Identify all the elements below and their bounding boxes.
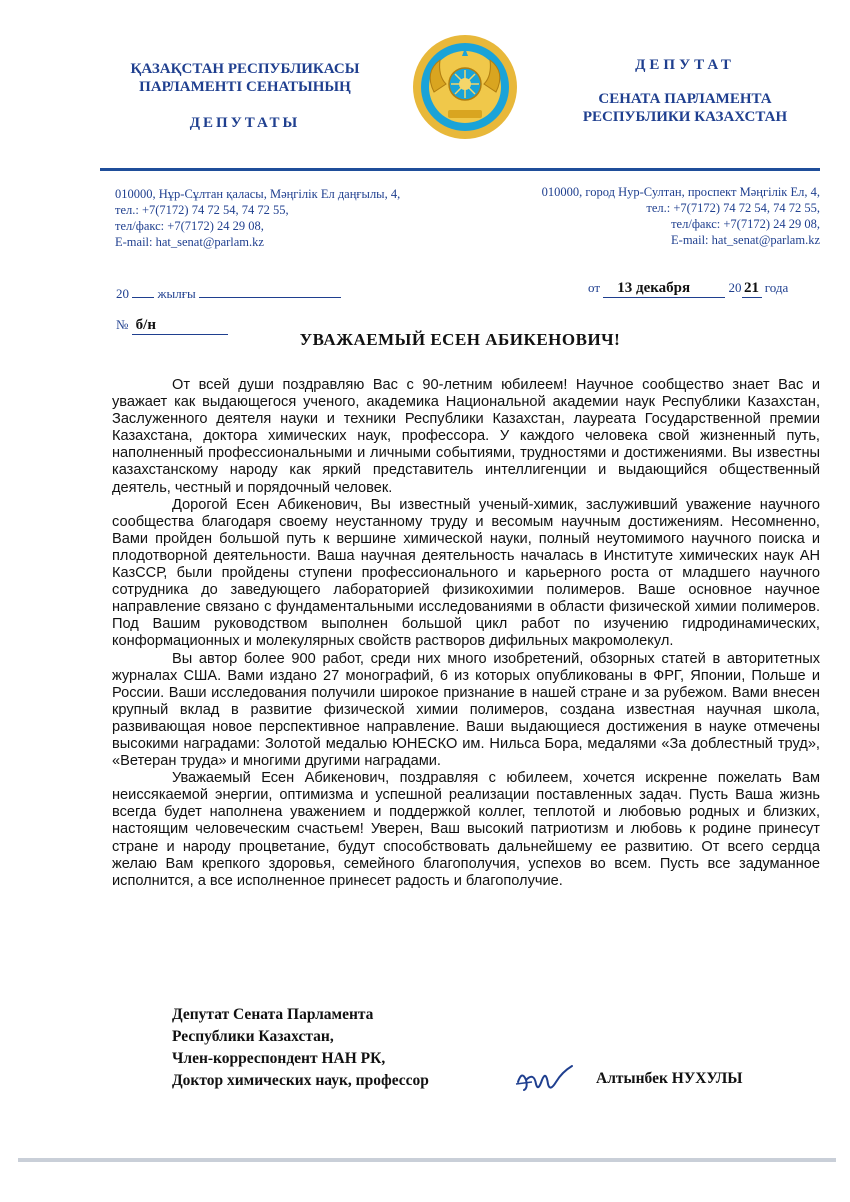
date-kz-blank [199,297,341,298]
signature-line3: Член-корреспондент НАН РК, [172,1050,386,1067]
header-divider [100,168,820,171]
signature-line1: Депутат Сената Парламента [172,1006,374,1023]
header-ru-line2: СЕНАТА ПАРЛАМЕНТА [598,91,772,107]
address-ru [505,184,820,248]
header-ru [555,56,815,126]
date-kz-year-blank [132,297,154,298]
date-ru-year-prefix: 20 [728,280,742,295]
address-kz-line4: E-mail: hat_senat@parlam.kz [115,235,264,249]
address-ru-line2: тел.: +7(7172) 74 72 54, 74 72 55, [646,201,820,215]
date-ru [588,280,788,298]
state-emblem-icon [410,32,520,142]
bottom-rule [18,1158,836,1162]
address-ru-line4: E-mail: hat_senat@parlam.kz [671,233,820,247]
address-kz [115,186,435,250]
paragraph-4: Уважаемый Есен Абикенович, поздравляя с юбилеем, хочется искренне пожелать Вам неиссякаемой энергии, оптимизма и успешной реализации поставленных задач. Пусть Ваша жизнь всегда будет наполнена уважением и поддержкой коллег, теплотой и любовью родных и близких, настоящим человеческим счастьем! Уверен, Ваш высокий патриотизм и любовь к родине принесут стране и народу процветание, будут способствовать дальнейшему ее развитию. От всего сердца желаю Вам крепкого здоровья, семейного благополучия, успехов во всем. Пусть все задуманное исполнится, а все исполненное принесет радость и благополучие. [112,770,820,889]
doc-number-label: № [116,317,129,332]
paragraph-3: Вы автор более 900 работ, среди них много изобретений, обзорных статей в авторитетных журналах США. Вами издано 27 монографий, 6 из которых опубликованы в ФРГ, Японии, Польше и России. Ваши исследования получили широкое признание в нашей стране и за рубежом. Вами внесен крупный вклад в развитие физической химии полимеров, создана известная научная школа, развивающая новое перспективное направление. Ваши выдающиеся достижения в науке отмечены высокими наградами: Золотой медалью ЮНЕСКО им. Нильса Бора, медалями «За доблестный труд», «Ветеран труда» и многими другими наградами. [112,650,820,770]
address-kz-line1: 010000, Нұр-Сұлтан қаласы, Мәңгілік Ел даңғылы, 4, [115,187,401,201]
header-kz-line1: ҚАЗАҚСТАН РЕСПУБЛИКАСЫ [130,61,360,77]
header-kz-line3: ДЕПУТАТЫ [189,115,301,131]
address-kz-line2: тел.: +7(7172) 74 72 54, 74 72 55, [115,203,289,217]
date-kz-year-prefix: 20 [116,286,129,301]
handwritten-signature-icon [512,1062,580,1096]
date-ru-suffix: года [764,280,789,295]
date-ru-day-month: 13 декабря [603,280,725,298]
header-ru-line1: ДЕПУТАТ [635,57,735,73]
signature-line4: Доктор химических наук, профессор [172,1072,429,1089]
signatory-name: Алтынбек НУХУЛЫ [596,1070,743,1087]
header-kz-line2: ПАРЛАМЕНТІ СЕНАТЫНЫҢ [139,79,351,95]
header-kz [100,60,390,132]
date-kz [116,286,341,302]
header-ru-line3: РЕСПУБЛИКИ КАЗАХСТАН [582,109,788,125]
date-ru-year-suffix: 21 [742,280,762,298]
address-ru-line1: 010000, город Нур-Султан, проспект Мәңгілік Ел, 4, [541,185,820,199]
signature-line2: Республики Казахстан, [172,1028,334,1045]
paragraph-2: Дорогой Есен Абикенович, Вы известный ученый-химик, заслуживший уважение научного сообщества благодаря своему неустанному труду и весомым научным достижениям. Несомненно, Вами пройден большой путь к вершине химической науки, полный неутомимого научного поиска и плодотворной деятельности. Ваша научная деятельность началась в Институте химических наук АН КазССР, были пройдены ступени профессионального и карьерного роста от младшего научного сотрудника до заведующего лабораторией физикохимии полимеров. Ваше основное научное направление связано с фундаментальными исследованиями в области физической химии полимеров. Под Вашим руководством выполнен большой цикл работ по изучению гидродинамических, конформационных и молекулярных свойств растворов дифильных макромолекул. [112,496,820,650]
paragraph-1: От всей души поздравляю Вас с 90-летним юбилеем! Научное сообщество знает Вас и уважает как выдающегося ученого, академика Национальной академии наук Республики Казахстан, Заслуженного деятеля науки и техники Республики Казахстан, лауреата Государственной премии Казахстана, доктора химических наук, профессора. У каждого человека свой жизненный путь, наполненный профессиональными и личными событиями, трудностями и достижениями. Вы известны казахстанскому народу как яркий представитель интеллигенции и выдающийся общественный деятель, честный и порядочный человек. [112,377,820,496]
date-ru-prefix: от [588,280,601,295]
address-ru-line3: тел/факс: +7(7172) 24 29 08, [671,217,820,231]
letter-body [112,377,820,890]
salutation: УВАЖАЕМЫЙ ЕСЕН АБИКЕНОВИЧ! [299,330,621,349]
doc-number-value: б/н [132,317,228,335]
signature-block [172,1004,429,1092]
address-kz-line3: тел/факс: +7(7172) 24 29 08, [115,219,264,233]
date-kz-suffix: жылғы [157,286,196,301]
